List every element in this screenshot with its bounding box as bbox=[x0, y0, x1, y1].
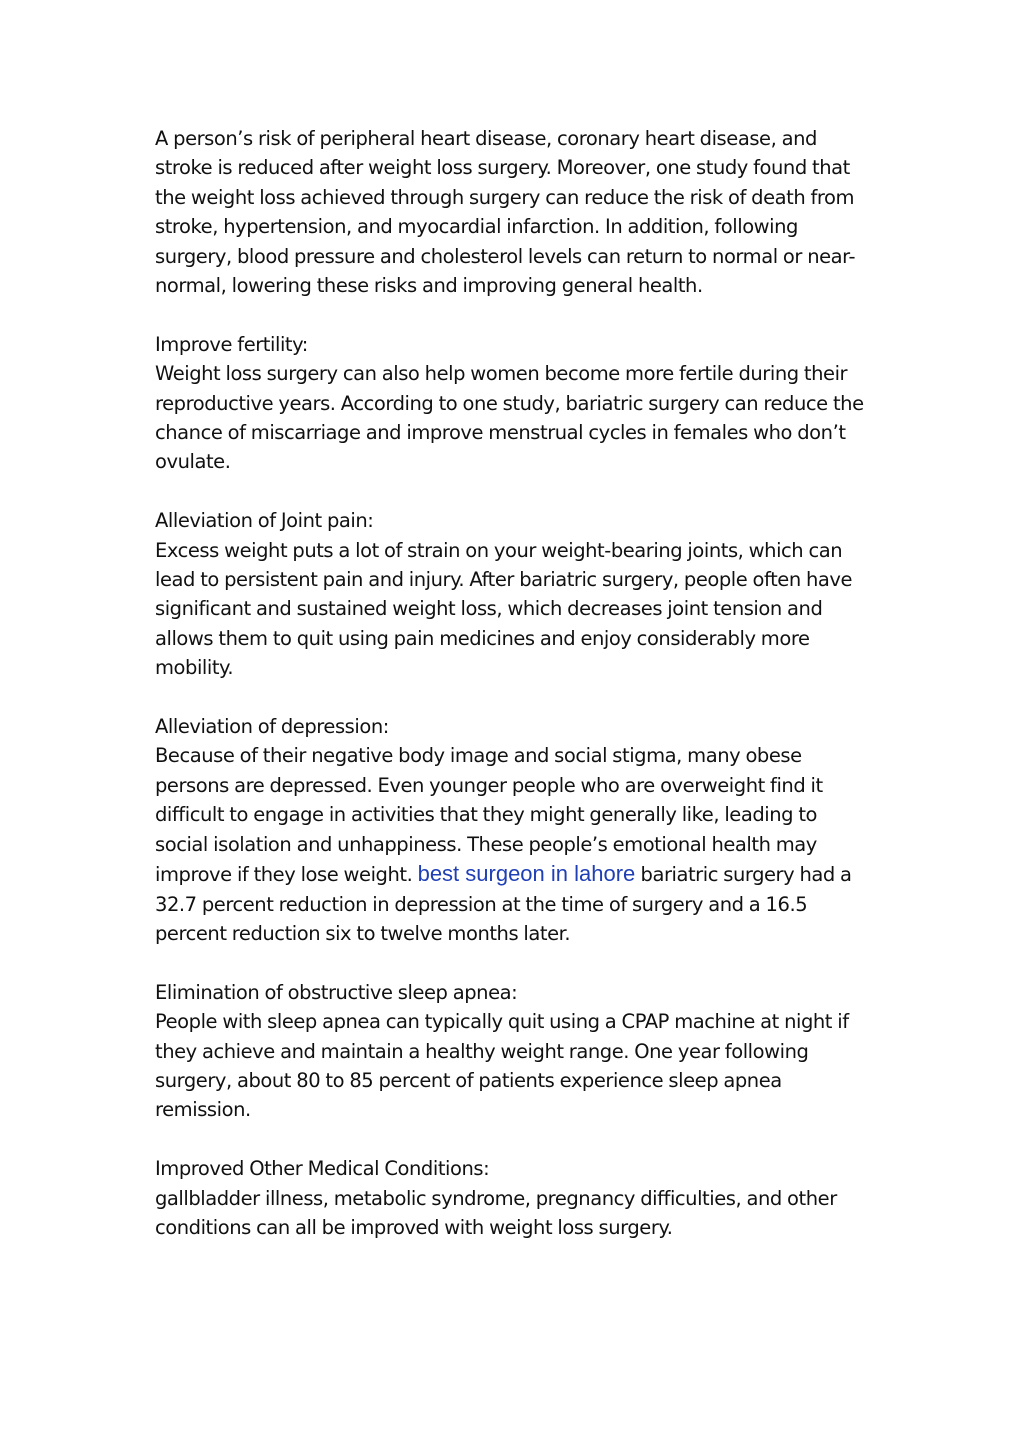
sleep-apnea-paragraph: People with sleep apnea can typically quit using a CPAP machine at night if they achieve and maintain a healthy weight range. One year following surgery, about 80 to 85 percent of patients experience sleep apnea remission. bbox=[155, 1010, 849, 1122]
fertility-section bbox=[155, 330, 875, 477]
other-conditions-heading: Improved Other Medical Conditions: bbox=[155, 1157, 490, 1181]
document-page bbox=[155, 124, 875, 1272]
other-conditions-section bbox=[155, 1154, 875, 1242]
joint-pain-paragraph: Excess weight puts a lot of strain on your weight-bearing joints, which can lead to persistent pain and injury. After bariatric surgery, people often have significant and sustained weight loss, which decreases joint tension and allows them to quit using pain medicines and enjoy considerably more mobility. bbox=[155, 538, 853, 680]
joint-pain-section bbox=[155, 506, 875, 682]
depression-text-after: bariatric surgery had a 32.7 percent reduction in depression at the time of surgery and a 16.5 percent reduction six to twelve months later. bbox=[155, 863, 852, 945]
fertility-heading: Improve fertility: bbox=[155, 332, 308, 356]
other-conditions-paragraph: gallbladder illness, metabolic syndrome, pregnancy difficulties, and other conditions can all be improved with weight loss surgery. bbox=[155, 1186, 837, 1239]
intro-paragraph: A person’s risk of peripheral heart disease, coronary heart disease, and stroke is reduced after weight loss surgery. Moreover, one study found that the weight loss achieved through surgery can reduce the risk of death from stroke, hypertension, and myocardial infarction. In addition, following surgery, blood pressure and cholesterol levels can return to normal or near-normal, lowering these risks and improving general health. bbox=[155, 127, 856, 298]
sleep-apnea-section bbox=[155, 978, 875, 1125]
depression-section bbox=[155, 712, 875, 948]
fertility-paragraph: Weight loss surgery can also help women become more fertile during their reproductive years. According to one study, bariatric surgery can reduce the chance of miscarriage and improve menstrual cycles in females who don’t ovulate. bbox=[155, 362, 864, 474]
depression-text-before: Because of their negative body image and social stigma, many obese persons are depressed. Even younger people who are overweight find it difficult to engage in activities that they might generally like, leading to social isolation and unhappiness. These people’s emotional health may improve if they lose weight. bbox=[155, 744, 823, 887]
best-surgeon-link[interactable]: best surgeon in lahore bbox=[417, 861, 636, 887]
intro-section bbox=[155, 124, 875, 300]
sleep-apnea-heading: Elimination of obstructive sleep apnea: bbox=[155, 980, 518, 1004]
joint-pain-heading: Alleviation of Joint pain: bbox=[155, 509, 374, 533]
depression-heading: Alleviation of depression: bbox=[155, 715, 389, 739]
depression-paragraph bbox=[155, 741, 875, 948]
